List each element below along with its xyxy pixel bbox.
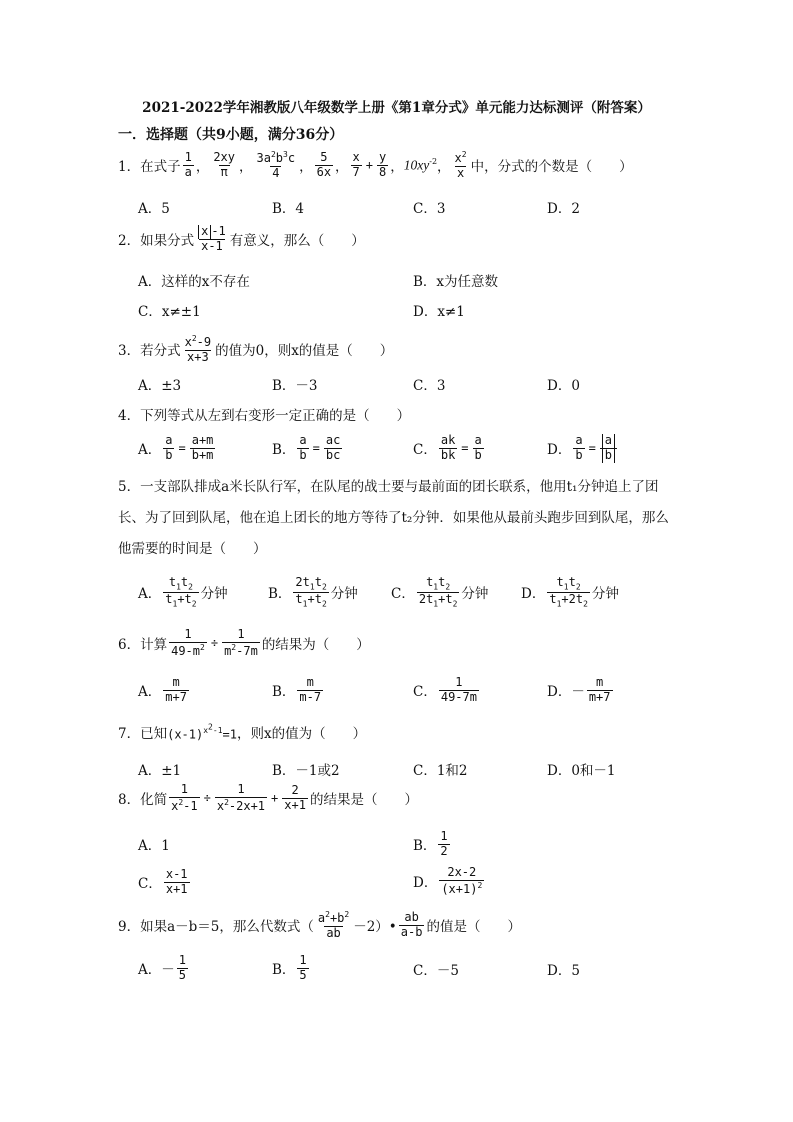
q2-option-b: B．x为任意数 xyxy=(413,274,499,290)
question-8: 8．化简 $\frac{1}{x^2-1}$ ÷ $\frac{1}{x^2-2x+1}$ + $\frac{2}{x+1}$ 的结果是（ ） xyxy=(118,782,418,813)
q8-option-a: A．1 xyxy=(138,838,170,854)
q6-option-d: D．－ $\frac{m}{m+7}$ xyxy=(547,675,611,704)
q8-option-c: C． $\frac{x-1}{x+1}$ xyxy=(138,867,188,896)
q6-option-c: C． $\frac{1}{49-7m}$ xyxy=(413,675,477,704)
q5-option-a: A． $\frac{t_1t_2}{t_1+t_2}$ 分钟 xyxy=(138,575,228,608)
q1-option-b: B．4 xyxy=(272,201,305,217)
question-7: 7．已知 $(x-1)^{x^2-1}=1$ ，则x的值为（ ） xyxy=(118,722,367,742)
q7-option-d: D．0和－1 xyxy=(547,763,616,779)
question-5: 5．一支部队排成a米长队行军，在队尾的战士要与最前面的团长联系，他用t₁分钟追上了团长、为了回到队尾，他在追上团长的地方等待了t₂分钟．如果他从最前头跑步回到队尾，那么他需要的时间是（ ） xyxy=(118,479,669,557)
q4-option-b: B． $\frac{a}{b}$ = $\frac{ac}{bc}$ xyxy=(272,433,341,462)
q2-option-c: C．x≠±1 xyxy=(138,304,201,320)
q7-option-a: A．±1 xyxy=(138,763,182,779)
q4-option-a: A． $\frac{a}{b}$ = $\frac{a+m}{b+m}$ xyxy=(138,433,214,462)
q9-option-d: D．5 xyxy=(547,963,580,979)
q9-option-b: B． $\frac{1}{5}$ xyxy=(272,953,307,982)
q6-option-a: A． $\frac{m}{m+7}$ xyxy=(138,675,187,704)
q5-option-b: B． $\frac{2t_1t_2}{t_1+t_2}$ 分钟 xyxy=(268,575,358,608)
question-3: 3．若分式 $\frac{x^2-9}{x+3}$ 的值为0，则x的值是（ ） xyxy=(118,334,394,364)
question-4: 4．下列等式从左到右变形一定正确的是（ ） xyxy=(118,408,411,424)
q8-option-d: D． $\frac{2x-2}{(x+1)^2}$ xyxy=(413,865,483,896)
q1-option-c: C．3 xyxy=(413,201,446,217)
q2-option-d: D．x≠1 xyxy=(413,304,465,320)
q9-option-c: C．－5 xyxy=(413,963,459,979)
q1-option-d: D．2 xyxy=(547,201,580,217)
section-heading: 一．选择题（共9小题，满分36分） xyxy=(118,127,344,143)
q1-option-a: A．5 xyxy=(138,201,170,217)
q5-option-d: D． $\frac{t_1t_2}{t_1+2t_2}$ 分钟 xyxy=(521,575,619,608)
q8-option-b: B． $\frac{1}{2}$ xyxy=(413,829,448,858)
question-9: 9．如果a－b＝5，那么代数式（ $\frac{a^2+b^2}{ab}$ －2）• $\frac{ab}{a-b}$ 的值是（ ） xyxy=(118,910,521,940)
q3-option-b: B．－3 xyxy=(272,378,318,394)
q4-option-c: C． $\frac{ak}{bk}$ = $\frac{a}{b}$ xyxy=(413,433,482,462)
q9-option-a: A．－ $\frac{1}{5}$ xyxy=(138,953,186,982)
q3-option-c: C．3 xyxy=(413,378,446,394)
q5-option-c: C． $\frac{t_1t_2}{2t_1+t_2}$ 分钟 xyxy=(391,575,489,608)
question-1: 1．在式子 $\frac{1}{a}$ ， $\frac{2xy}{\pi}$ ， $\frac{3a^2b^3c}{4}$ ， $\frac{5}{6x}$ ， $\frac{x}{7}$ + $\frac{y}{8}$ ， $10xy^{-2}$ ， $\frac{x^2}{x}$ 中，分式的个数是（ ） xyxy=(118,150,633,180)
q2-option-a: A．这样的x不存在 xyxy=(138,274,250,290)
page-title: 2021-2022学年湘教版八年级数学上册《第1章分式》单元能力达标测评（附答案） xyxy=(142,100,651,116)
q7-option-b: B．－1或2 xyxy=(272,763,340,779)
question-6: 6．计算 $\frac{1}{49-m^2}$ ÷ $\frac{1}{m^2-7m}$ 的结果为（ ） xyxy=(118,627,370,658)
q6-option-b: B． $\frac{m}{m-7}$ xyxy=(272,675,322,704)
q4-option-d: D． $\frac{a}{b}$ = $\frac{a}{b}$ xyxy=(547,434,619,463)
q3-option-a: A．±3 xyxy=(138,378,182,394)
q7-option-c: C．1和2 xyxy=(413,763,468,779)
q3-option-d: D．0 xyxy=(547,378,580,394)
question-2: 2．如果分式 $\frac{x -1}{x-1}$ 有意义，那么（ ） xyxy=(118,224,365,253)
